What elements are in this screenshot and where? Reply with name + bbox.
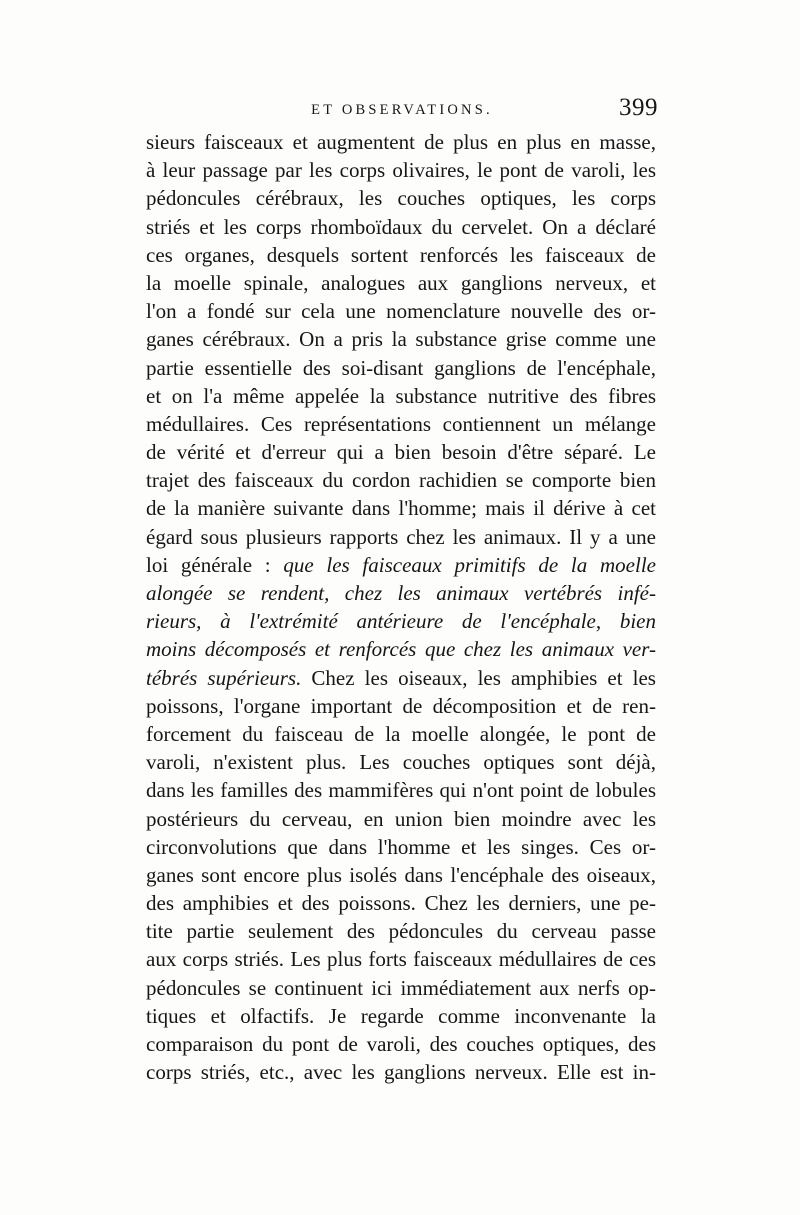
text-run: Chez les oiseaux, les amphibies et les bbox=[301, 665, 656, 690]
page-number: 399 bbox=[619, 94, 658, 121]
text-line bbox=[146, 269, 656, 297]
text-run: ces organes, desquels sortent renforcés les faisceaux de bbox=[146, 242, 656, 267]
text-line bbox=[146, 156, 656, 184]
text-run: trajet des faisceaux du cordon rachidien se comporte bien bbox=[146, 468, 656, 493]
text-run: de la manière suivante dans l'homme; mais il dérive à cet bbox=[146, 496, 656, 521]
text-line bbox=[146, 523, 656, 551]
text-line bbox=[146, 128, 656, 156]
body-text bbox=[146, 128, 656, 1086]
italic-text-run: tébrés supérieurs. bbox=[146, 665, 302, 690]
text-line bbox=[146, 692, 656, 720]
text-line bbox=[146, 382, 656, 410]
text-run: loi générale : bbox=[146, 552, 284, 577]
text-run: postérieurs du cerveau, en union bien moindre avec les bbox=[146, 806, 656, 831]
text-run: pédoncules cérébraux, les couches optiques, les corps bbox=[146, 186, 656, 211]
text-line bbox=[146, 889, 656, 917]
text-run: sieurs faisceaux et augmentent de plus en plus en masse, bbox=[146, 130, 656, 154]
text-line bbox=[146, 297, 656, 325]
text-run: tite partie seulement des pédoncules du cerveau passe bbox=[146, 919, 656, 944]
running-head bbox=[146, 94, 658, 128]
italic-text-run: alongée se rendent, chez les animaux vertébrés infé- bbox=[146, 581, 656, 605]
text-run: corps striés, etc., avec les ganglions nerveux. Elle est in- bbox=[146, 1060, 656, 1085]
text-line bbox=[146, 579, 656, 607]
text-line bbox=[146, 1030, 656, 1058]
text-run: des amphibies et des poissons. Chez les derniers, une pe- bbox=[146, 891, 656, 916]
text-run: poissons, l'organe important de décomposition et de ren- bbox=[146, 693, 656, 718]
text-line bbox=[146, 1002, 656, 1030]
italic-text-run: que les faisceaux primitifs de la moelle bbox=[283, 552, 656, 577]
text-line bbox=[146, 607, 656, 635]
italic-text-run: rieurs, à l'extrémité antérieure de l'encéphale, bien bbox=[146, 609, 656, 634]
text-line bbox=[146, 410, 656, 438]
text-line bbox=[146, 720, 656, 748]
text-line bbox=[146, 1058, 656, 1086]
text-line bbox=[146, 917, 656, 945]
text-run: tiques et olfactifs. Je regarde comme inconvenante la bbox=[146, 1003, 656, 1028]
text-line bbox=[146, 833, 656, 861]
text-run: partie essentielle des soi-disant ganglions de l'encéphale, bbox=[146, 355, 656, 380]
text-line bbox=[146, 748, 656, 776]
text-line bbox=[146, 664, 656, 692]
text-line bbox=[146, 466, 656, 494]
text-line bbox=[146, 551, 656, 579]
text-run: ganes sont encore plus isolés dans l'encéphale des oiseaux, bbox=[146, 862, 656, 887]
text-run: comparaison du pont de varoli, des couches optiques, des bbox=[146, 1032, 656, 1056]
text-run: circonvolutions que dans l'homme et les singes. Ces or- bbox=[146, 834, 656, 859]
text-line bbox=[146, 974, 656, 1002]
text-line bbox=[146, 494, 656, 522]
text-run: dans les familles des mammifères qui n'ont point de lobules bbox=[146, 778, 656, 803]
text-run: de vérité et d'erreur qui a bien besoin d'être séparé. Le bbox=[146, 440, 656, 465]
text-line bbox=[146, 945, 656, 973]
text-line bbox=[146, 241, 656, 269]
italic-text-run: moins décomposés et renforcés que chez les animaux ver- bbox=[146, 637, 656, 662]
text-run: ganes cérébraux. On a pris la substance grise comme une bbox=[146, 327, 656, 352]
text-run: varoli, n'existent plus. Les couches optiques sont déjà, bbox=[146, 750, 656, 775]
text-run: médullaires. Ces représentations contiennent un mélange bbox=[146, 411, 656, 436]
text-run: la moelle spinale, analogues aux ganglions nerveux, et bbox=[146, 270, 656, 295]
text-line bbox=[146, 438, 656, 466]
text-line bbox=[146, 805, 656, 833]
text-line bbox=[146, 184, 656, 212]
text-line bbox=[146, 861, 656, 889]
text-run: striés et les corps rhomboïdaux du cervelet. On a déclaré bbox=[146, 214, 656, 239]
text-line bbox=[146, 635, 656, 663]
text-line bbox=[146, 354, 656, 382]
text-run: pédoncules se continuent ici immédiatement aux nerfs op- bbox=[146, 975, 656, 1000]
text-run: à leur passage par les corps olivaires, le pont de varoli, les bbox=[146, 158, 656, 183]
text-line bbox=[146, 776, 656, 804]
running-title: ET OBSERVATIONS. bbox=[311, 102, 493, 118]
text-line bbox=[146, 325, 656, 353]
text-line bbox=[146, 213, 656, 241]
text-run: et on l'a même appelée la substance nutritive des fibres bbox=[146, 383, 656, 408]
text-run: l'on a fondé sur cela une nomenclature nouvelle des or- bbox=[146, 299, 656, 324]
text-run: forcement du faisceau de la moelle alongée, le pont de bbox=[146, 721, 656, 746]
text-run: égard sous plusieurs rapports chez les animaux. Il y a une bbox=[146, 524, 656, 549]
text-run: aux corps striés. Les plus forts faisceaux médullaires de ces bbox=[146, 947, 656, 972]
